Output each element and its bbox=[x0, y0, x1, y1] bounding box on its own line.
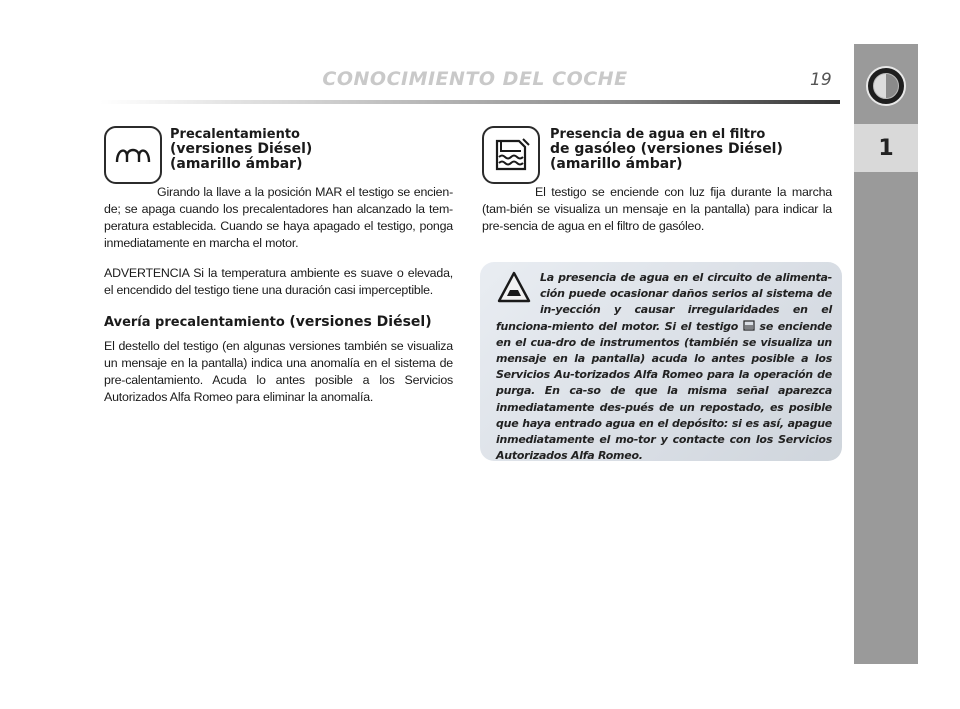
heading-line: de gasóleo (versiones Diésel) bbox=[550, 141, 783, 157]
fault-subheading bbox=[104, 314, 432, 330]
page-header-title: CONOCIMIENTO DEL COCHE bbox=[322, 68, 628, 90]
glow-plug-paragraph: Girando la llave a la posición MAR el testigo se encien-de; se apaga cuando los precalentadores han alcanzado la tem-peratura establecida. Cuando se haya apagado el testigo, ponga inmediatamente en marcha el motor. bbox=[104, 185, 453, 250]
subheading-text: Avería precalentamiento bbox=[104, 315, 290, 330]
heading-line: (amarillo ámbar) bbox=[550, 156, 683, 172]
water-in-fuel-icon bbox=[743, 320, 755, 331]
advertencia-paragraph: ADVERTENCIA Si la temperatura ambiente es suave o elevada, el encendido del testigo tiene una duración casi imperceptible. bbox=[104, 266, 453, 297]
heading-line: Precalentamiento bbox=[170, 127, 300, 142]
warning-triangle-icon bbox=[496, 270, 532, 304]
page-number: 19 bbox=[810, 70, 832, 90]
heading-line: (versiones Diésel) bbox=[170, 141, 313, 157]
water-in-fuel-icon bbox=[482, 126, 540, 184]
subheading-text: (versiones Diésel) bbox=[289, 314, 432, 330]
heading-line: (amarillo ámbar) bbox=[170, 156, 303, 172]
chapter-tab: 1 bbox=[854, 124, 918, 172]
fault-paragraph: El destello del testigo (en algunas versiones también se visualiza un mensaje en la pantalla) indica una anomalía en el sistema de pre-calentamiento. Acuda lo antes posible a los Servicios Autorizados Alfa Romeo para eliminar la anomalía. bbox=[104, 339, 453, 404]
header-rule bbox=[100, 100, 840, 104]
warning-text-part: La presencia de agua en el circuito de alimenta-ción puede ocasionar daños serios al sistema de in-yección y causar irregularidades en el funciona-miento del motor. Si el testigo bbox=[496, 271, 832, 333]
glow-plug-icon bbox=[104, 126, 162, 184]
heading-line: Presencia de agua en el filtro bbox=[550, 127, 766, 142]
water-filter-heading bbox=[550, 127, 783, 172]
warning-text-part: se enciende en el cua-dro de instrumentos (también se visualiza un mensaje en la pantalla) acuda lo antes posible a los Servicios Au-torizados Alfa Romeo para la operación de purga. En ca-so de que la misma señal aparezca inmediatamente des-pués de un repostado, es posible que haya entrado agua en el depósito: si es así, apague inmediatamente el mo-tor y contacte con los Servicios Autorizados Alfa Romeo. bbox=[496, 319, 832, 463]
warning-text bbox=[496, 270, 832, 464]
glow-plug-heading bbox=[170, 127, 312, 172]
alfa-romeo-logo bbox=[866, 66, 906, 106]
water-filter-paragraph: El testigo se enciende con luz fija durante la marcha (tam-bién se visualiza un mensaje en la pantalla) para indicar la pre-sencia de agua en el filtro de gasóleo. bbox=[482, 185, 832, 233]
